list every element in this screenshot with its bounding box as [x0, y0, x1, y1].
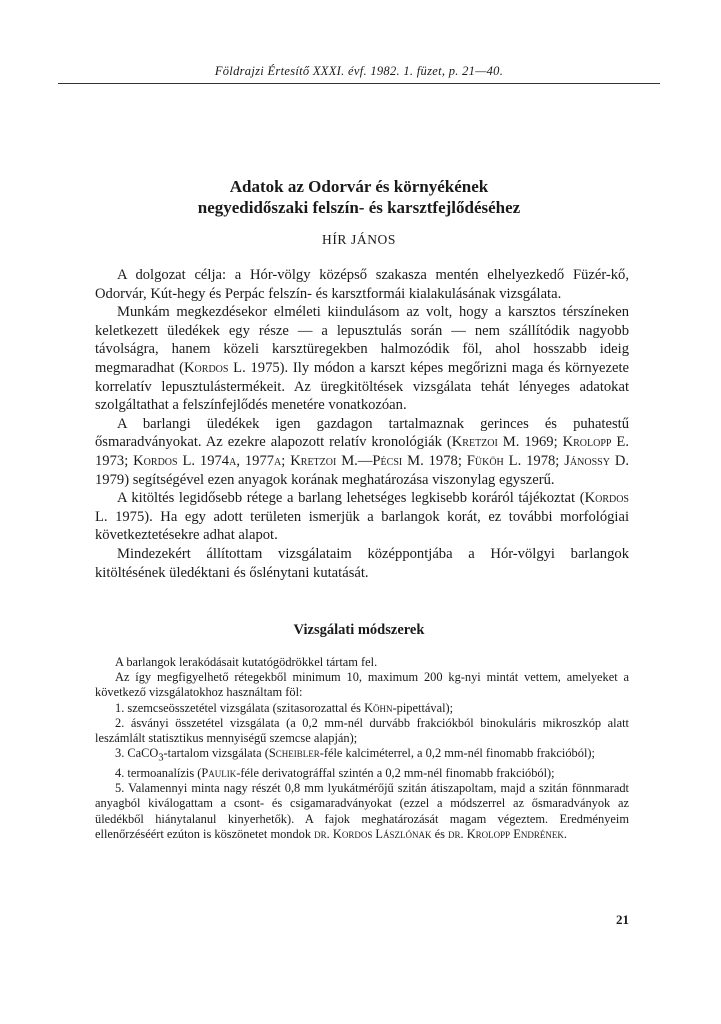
intro-paragraph-2 — [95, 303, 629, 415]
separator: ; — [457, 452, 467, 469]
text-run: A kitöltés legidősebb rétege a barlang lehetséges legkisebb koráról tájékoztat ( — [117, 490, 585, 507]
methods-body — [95, 655, 629, 842]
text-run: Munkám megkezdésekor elméleti kiindulásom az volt, hogy a karsztos térszíneken keletkezett üledékek egy része — a lepusztulás során — nem szállítódik nagyobb távolságra, hanem közeli karsztüregekben halmozódik föl, ahol hosszabb ideig megmaradhat ( — [95, 304, 629, 376]
intro-body — [95, 266, 629, 582]
citation-ref: Scheibler — [268, 746, 320, 761]
separator: ; — [555, 452, 565, 469]
methods-item-2: 2. ásványi összetétel vizsgálata (a 0,2 mm-nél durvább frakciókból binokuláris mikroszkóp alatt leszámlált statisztikus mennyiségű szemcse alapján); — [95, 715, 629, 746]
separator: ; — [124, 452, 134, 469]
citation-ref: Kordos L. 1975 — [95, 490, 629, 525]
citation-ref: Kordos L. 1974a, 1977a — [133, 452, 282, 469]
article-title — [58, 176, 660, 218]
text-run: 3. CaCO — [115, 746, 159, 761]
text-run: 1. szemcseösszetétel vizsgálata (szitasorozattal és — [115, 700, 365, 715]
running-header: Földrajzi Értesítő XXXI. évf. 1982. 1. füzet, p. 21—40. — [58, 64, 660, 84]
text-run: -pipettával); — [392, 700, 454, 715]
title-line-2: negyedidőszaki felszín- és karsztfejlődéséhez — [197, 198, 521, 217]
separator: ; — [553, 434, 563, 451]
intro-paragraph-1: A dolgozat célja: a Hór-völgy középső szakasza mentén elhelyezkedő Füzér-kő, Odorvár, Kút-hegy és Perpác felszín- és karsztformái kialakulásának vizsgálata. — [95, 267, 629, 302]
citation-ref: Köhn — [364, 700, 393, 715]
methods-item-5 — [95, 781, 629, 842]
methods-item-3 — [95, 746, 629, 766]
citation-ref: Kretzoi M.—Pécsi M. 1978 — [290, 452, 458, 469]
citation-ref: Kordos L. 1975 — [184, 359, 280, 376]
text-run: -féle derivatográffal szintén a 0,2 mm-nél finomabb frakcióból); — [236, 765, 555, 780]
text-run: 5. Valamennyi minta nagy részét 0,8 mm lyukátmérőjű szitán átiszapoltam, majd a szitán fönnmaradt anyagból kiválogattam a csont- és csigamaradványokat (ezzel a módszerrel az ősmaradványok az üledékből hiánytalanul kinyerhetők). A fajok meghatározását magam végeztem. Eredményeim ellenőrzéséért ezúton is köszönetet mondok — [95, 781, 629, 841]
title-line-1: Adatok az Odorvár és környékének — [229, 177, 489, 196]
intro-paragraph-4 — [95, 489, 629, 545]
text-run: és — [431, 826, 449, 841]
acknowledged-person: dr. Kordos Lászlónak — [314, 826, 432, 841]
page-number: 21 — [616, 912, 629, 927]
text-run: -tartalom vizsgálata ( — [163, 746, 269, 761]
author-name: HÍR JÁNOS — [321, 232, 397, 247]
subscript: 3 — [158, 752, 164, 764]
text-run: ). Ha egy adott területen ismerjük a barlangok korát, ez további morfológiai következtetésekre adhat alapot. — [95, 508, 630, 544]
methods-paragraph-2: Az így megfigyelhető rétegekből minimum 10, maximum 200 kg-nyi mintát vettem, amelyeket a következő vizsgálatokhoz használtam föl: — [95, 670, 629, 700]
separator: ; — [281, 452, 291, 469]
acknowledged-person: dr. Krolopp Endrének — [448, 826, 564, 841]
methods-paragraph-1: A barlangok lerakódásait kutatógödrökkel tártam fel. — [115, 655, 378, 669]
text-run: 4. termoanalízis ( — [115, 765, 202, 780]
methods-item-1 — [95, 701, 629, 716]
text-run: ). Ily módon a karszt képes megőrizni maga és környezete korrelatív lepusztulástermékeit. Az üregkitöltések vizsgálata tehát lényeges adatokat szolgáltathat a felszínfejlődés menetére vonatkozóan. — [95, 359, 629, 414]
citation-ref: Krolopp E. 1973 — [95, 434, 629, 469]
text-run: . — [563, 826, 567, 841]
intro-paragraph-3 — [95, 415, 629, 489]
methods-item-4 — [95, 766, 629, 781]
citation-ref: Paulik — [201, 765, 237, 780]
citation-ref: Füköh L. 1978 — [466, 452, 556, 469]
text-run: -féle kalciméterrel, a 0,2 mm-nél finomabb frakcióból); — [319, 746, 595, 761]
citation-ref: Jánossy D. 1979 — [95, 452, 630, 488]
text-run: ) segítségével ezen anyagok korának meghatározása viszonylag egyszerű. — [124, 471, 555, 488]
text-run: A barlangi üledékek igen gazdagon tartalmaznak gerinces és puhatestű ősmaradványokat. Az ezekre alapozott relatív kronológiák ( — [95, 415, 629, 451]
intro-paragraph-5: Mindezekért állítottam vizsgálataim középpontjába a Hór-völgyi barlangok kitöltésének üledéktani és őslénytani kutatását. — [95, 545, 629, 581]
section-heading-methods: Vizsgálati módszerek — [293, 622, 425, 638]
citation-ref: Kretzoi M. 1969 — [451, 434, 554, 451]
